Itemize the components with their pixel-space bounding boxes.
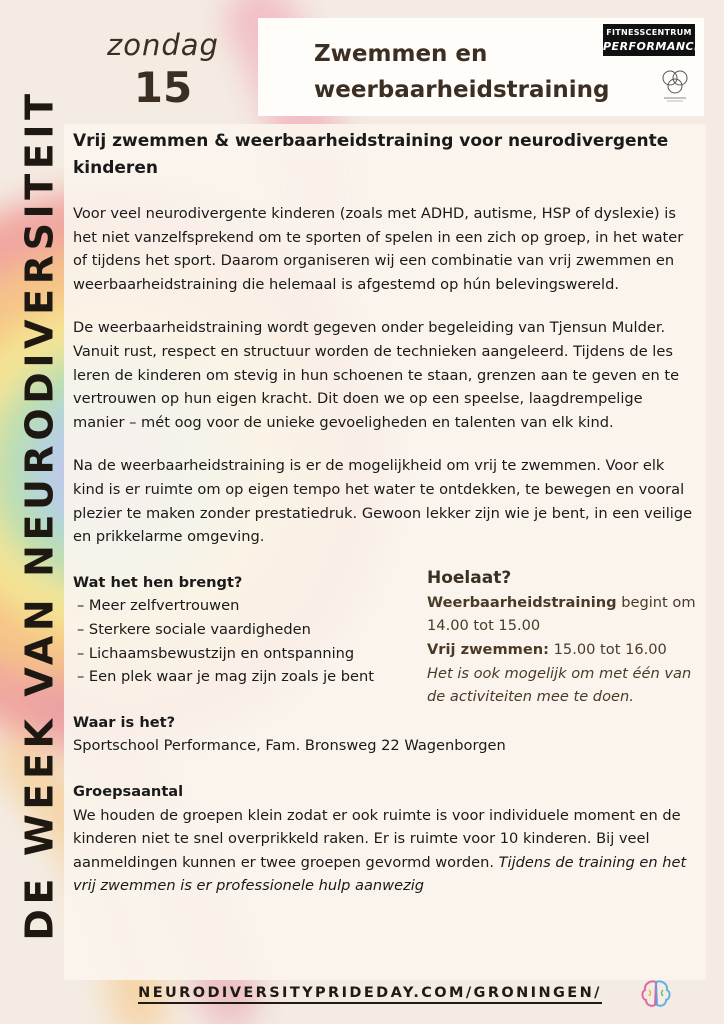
group-note: Tijdens de training en het vrij zwemmen is er professionele hulp aanwezig bbox=[73, 853, 687, 895]
footer-url[interactable]: NEURODIVERSITYPRIDEDAY.COM/GRONINGEN/ bbox=[138, 985, 602, 1004]
title-box bbox=[258, 18, 704, 116]
list-item: – Lichaamsbewustzijn en ontspanning bbox=[77, 644, 355, 662]
title-line-1: Zwemmen en bbox=[314, 41, 488, 67]
day-number: 15 bbox=[133, 63, 193, 112]
day-name: zondag bbox=[107, 28, 219, 62]
location-address: Sportschool Performance, Fam. Bronsweg 22 Wagenborgen bbox=[73, 737, 506, 755]
partner-logo-icon bbox=[658, 66, 692, 104]
training-label: Weerbaarheidstraining bbox=[427, 593, 617, 611]
side-banner bbox=[12, 34, 68, 996]
title-line-2: weerbaarheidstraining bbox=[314, 77, 610, 103]
event-date bbox=[88, 28, 238, 114]
main-content bbox=[73, 128, 696, 898]
page-title bbox=[314, 36, 610, 108]
list-item: – Sterkere sociale vaardigheden bbox=[77, 620, 311, 638]
group-text-block bbox=[73, 804, 693, 898]
swim-time: 15.00 tot 16.00 bbox=[549, 640, 667, 658]
logo-line-2: PERFORMANCE bbox=[603, 40, 703, 53]
paragraph-training: De weerbaarheidstraining wordt gegeven onder begeleiding van Tjensun Mulder. Vanuit rust, respect en structuur worden de technieken aangeleerd. Tijdens de les leren de kinderen om stevig in hun schoenen te staan, grenzen aan te geven en te vertrouwen op hun eigen kracht. Dit doen we op een speelse, laagdrempelige manier – mét oog voor de unieke gevoeligheden en talenten van elk kind. bbox=[73, 319, 680, 431]
schedule-note: Het is ook mogelijk om met één van de activiteiten mee te doen. bbox=[427, 664, 692, 706]
swim-label: Vrij zwemmen: bbox=[427, 640, 549, 658]
schedule-title: Hoelaat? bbox=[427, 567, 512, 588]
group-text: We houden de groepen klein zodat er ook ruimte is voor individuele moment en de kinderen niet te snel overprikkeld raken. Er is ruimte voor 10 kinderen. Bij veel aanmeldingen kunnen er twee groepen gevormd worden. bbox=[73, 806, 681, 871]
paragraph-intro: Voor veel neurodivergente kinderen (zoals met ADHD, autisme, HSP of dyslexie) is het niet vanzelfsprekend om te sporten of spelen in een zich op groep, in het water of tijdens het sport. Daarom organiseren wij een combinatie van vrij zwemmen en weerbaarheidstraining die helemaal is afgestemd op hún belevingswereld. bbox=[73, 205, 684, 293]
location-title: Waar is het? bbox=[73, 713, 176, 731]
list-item: – Meer zelfvertrouwen bbox=[77, 597, 240, 615]
section-heading: Vrij zwemmen & weerbaarheidstraining voor neurodivergente kinderen bbox=[73, 131, 669, 178]
brain-icon bbox=[638, 976, 674, 1012]
benefits-title: Wat het hen brengt? bbox=[73, 573, 243, 591]
training-time: begint om 14.00 tot 15.00 bbox=[427, 593, 696, 635]
performance-logo bbox=[603, 24, 703, 56]
list-item: – Een plek waar je mag zijn zoals je bent bbox=[77, 668, 374, 686]
side-banner-text: DE WEEK VAN NEURODIVERSITEIT bbox=[18, 89, 62, 941]
group-title: Groepsaantal bbox=[73, 782, 184, 800]
footer-link[interactable] bbox=[120, 985, 620, 1001]
schedule-section bbox=[427, 565, 697, 709]
logo-line-1: FITNESSCENTRUM bbox=[606, 28, 692, 37]
paragraph-swimming: Na de weerbaarheidstraining is er de mogelijkheid om vrij te zwemmen. Voor elk kind is er ruimte om op eigen tempo het water te ontdekken, te bewegen en vooral plezier te maken zonder prestatiedruk. Gewoon lekker zijn wie je bent, in een veilige en prikkelarme omgeving. bbox=[73, 457, 693, 546]
